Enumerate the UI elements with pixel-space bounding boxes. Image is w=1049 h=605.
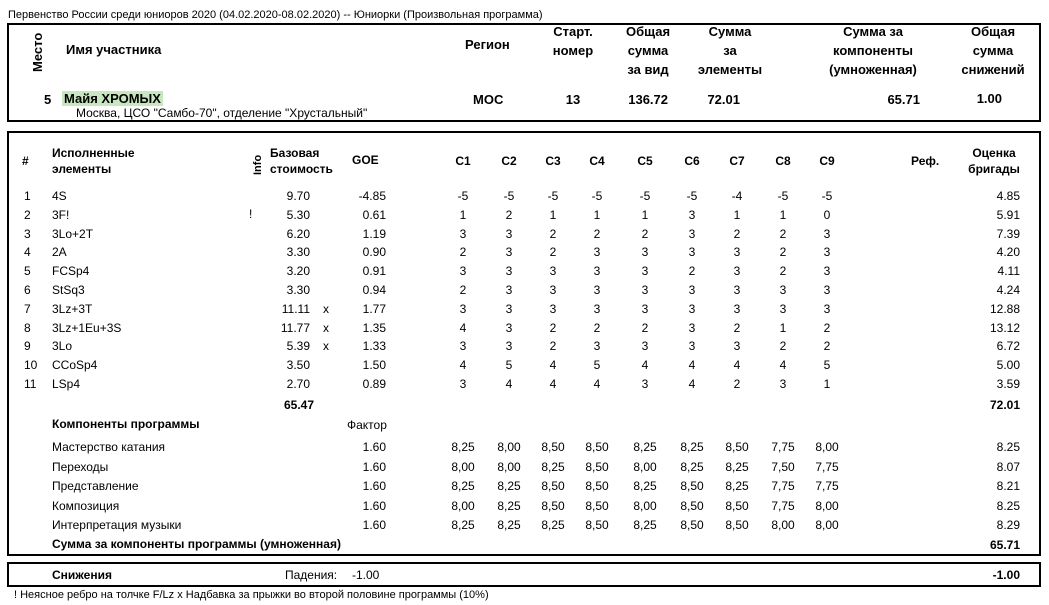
judge-mark: 0 bbox=[823, 208, 831, 222]
component-factor: 1.60 bbox=[362, 499, 386, 513]
judge-mark: 3 bbox=[733, 339, 741, 353]
element-panel-score: 5.00 bbox=[996, 358, 1020, 372]
elements-sum-header: Сумма за элементы bbox=[697, 24, 763, 77]
element-goe: -4.85 bbox=[358, 189, 386, 203]
judge-mark: 2 bbox=[459, 245, 467, 259]
judge-mark: 3 bbox=[505, 227, 513, 241]
judge-mark: 3 bbox=[641, 283, 649, 297]
judge-mark: -5 bbox=[591, 189, 603, 203]
judge-mark: 8,25 bbox=[633, 440, 657, 454]
skater-deductions: 1.00 bbox=[976, 91, 1002, 106]
judge-mark: 8,25 bbox=[497, 499, 521, 513]
deductions-total: -1.00 bbox=[992, 568, 1020, 582]
element-base-value: 3.20 bbox=[286, 264, 310, 278]
judge-mark: 8,25 bbox=[633, 518, 657, 532]
judge-mark: 2 bbox=[779, 339, 787, 353]
judge-mark: 7,75 bbox=[815, 460, 839, 474]
judge-mark: 5 bbox=[823, 358, 831, 372]
judge-mark: 7,75 bbox=[771, 479, 795, 493]
element-number: 9 bbox=[24, 339, 31, 353]
element-goe: 1.77 bbox=[362, 302, 386, 316]
judge-mark: 3 bbox=[823, 283, 831, 297]
judge-mark: 8,50 bbox=[541, 499, 565, 513]
component-factor: 1.60 bbox=[362, 479, 386, 493]
judge-mark: 3 bbox=[593, 245, 601, 259]
skater-start-number: 13 bbox=[565, 92, 581, 107]
judge-mark: 3 bbox=[505, 264, 513, 278]
judge-mark: 3 bbox=[593, 264, 601, 278]
judge-header-c7: C7 bbox=[729, 154, 745, 168]
total-score-header: Общая сумма за вид bbox=[625, 24, 671, 77]
element-base-value: 3.30 bbox=[286, 245, 310, 259]
start-number-header: Старт. номер bbox=[552, 24, 594, 58]
element-goe: 1.35 bbox=[362, 321, 386, 335]
element-name: StSq3 bbox=[52, 283, 85, 297]
component-panel-score: 8.07 bbox=[996, 460, 1020, 474]
judge-mark: 3 bbox=[823, 245, 831, 259]
judge-mark: 7,75 bbox=[771, 440, 795, 454]
element-number: 8 bbox=[24, 321, 31, 335]
footnote: ! Неясное ребро на толчке F/Lz x Надбавка за прыжки во второй половине программы (10%) bbox=[14, 589, 489, 601]
judge-mark: 3 bbox=[593, 339, 601, 353]
judge-mark: 3 bbox=[459, 377, 467, 391]
element-name: 3Lo+2T bbox=[52, 227, 94, 241]
judge-mark: 3 bbox=[823, 264, 831, 278]
judge-mark: 2 bbox=[688, 264, 696, 278]
judge-mark: 8,00 bbox=[633, 460, 657, 474]
judge-mark: 8,50 bbox=[585, 460, 609, 474]
name-header: Имя участника bbox=[66, 42, 162, 57]
judge-mark: 8,25 bbox=[497, 518, 521, 532]
judge-mark: 2 bbox=[779, 264, 787, 278]
judge-mark: 3 bbox=[505, 302, 513, 316]
judge-mark: 3 bbox=[549, 264, 557, 278]
judge-mark: 8,50 bbox=[541, 440, 565, 454]
judge-mark: 8,50 bbox=[680, 479, 704, 493]
judge-mark: 2 bbox=[641, 227, 649, 241]
judge-header-c4: C4 bbox=[589, 154, 605, 168]
component-factor: 1.60 bbox=[362, 518, 386, 532]
judge-mark: 2 bbox=[823, 321, 831, 335]
judge-mark: 8,25 bbox=[541, 518, 565, 532]
judge-mark: 3 bbox=[505, 283, 513, 297]
element-number: 3 bbox=[24, 227, 31, 241]
element-number: 6 bbox=[24, 283, 31, 297]
component-factor: 1.60 bbox=[362, 460, 386, 474]
judge-mark: 3 bbox=[459, 264, 467, 278]
base-value-total: 65.47 bbox=[283, 398, 314, 412]
judge-mark: 8,50 bbox=[725, 499, 749, 513]
element-goe: 1.33 bbox=[362, 339, 386, 353]
judge-mark: 2 bbox=[549, 227, 557, 241]
elements-score-total: 72.01 bbox=[989, 398, 1020, 412]
judge-mark: -5 bbox=[686, 189, 698, 203]
judge-mark: 8,25 bbox=[497, 479, 521, 493]
judge-mark: 3 bbox=[505, 321, 513, 335]
judge-mark: 8,25 bbox=[680, 460, 704, 474]
judge-mark: 8,50 bbox=[725, 440, 749, 454]
judge-mark: 2 bbox=[823, 339, 831, 353]
element-base-value: 9.70 bbox=[286, 189, 310, 203]
element-name: 3Lo bbox=[52, 339, 73, 353]
judge-mark: 3 bbox=[459, 302, 467, 316]
place-header: Место bbox=[30, 32, 45, 72]
skater-club: Москва, ЦСО "Самбо-70", отделение "Хрустальный" bbox=[76, 106, 368, 120]
judge-mark: 5 bbox=[593, 358, 601, 372]
judge-mark: 3 bbox=[779, 302, 787, 316]
judge-mark: 2 bbox=[641, 321, 649, 335]
element-panel-score: 5.91 bbox=[996, 208, 1020, 222]
judge-mark: 4 bbox=[641, 358, 649, 372]
judge-mark: 8,50 bbox=[585, 499, 609, 513]
skater-elements-score: 72.01 bbox=[707, 92, 740, 107]
component-name: Мастерство катания bbox=[52, 440, 166, 454]
element-goe: 0.61 bbox=[362, 208, 386, 222]
bonus-marker: x bbox=[323, 339, 329, 353]
element-panel-score: 4.20 bbox=[996, 245, 1020, 259]
component-panel-score: 8.25 bbox=[996, 499, 1020, 513]
judge-mark: 3 bbox=[823, 227, 831, 241]
judge-mark: 4 bbox=[779, 358, 787, 372]
judge-mark: -5 bbox=[821, 189, 833, 203]
judge-mark: 7,50 bbox=[771, 460, 795, 474]
components-total-label: Сумма за компоненты программы (умноженная) bbox=[52, 537, 341, 551]
bonus-marker: x bbox=[323, 321, 329, 335]
executed-elements-header: Исполненные элементы bbox=[52, 146, 135, 176]
judge-mark: 8,00 bbox=[497, 440, 521, 454]
skater-total-score: 136.72 bbox=[628, 92, 668, 107]
judge-mark: 3 bbox=[593, 283, 601, 297]
judge-mark: -4 bbox=[731, 189, 743, 203]
element-panel-score: 12.88 bbox=[989, 302, 1020, 316]
judge-mark: 3 bbox=[641, 339, 649, 353]
judge-mark: 1 bbox=[779, 208, 787, 222]
judge-mark: 3 bbox=[733, 245, 741, 259]
element-goe: 1.50 bbox=[362, 358, 386, 372]
judge-mark: 3 bbox=[688, 321, 696, 335]
element-panel-score: 6.72 bbox=[996, 339, 1020, 353]
judge-mark: 1 bbox=[779, 321, 787, 335]
judge-mark: 3 bbox=[733, 302, 741, 316]
judge-mark: 2 bbox=[779, 245, 787, 259]
judge-mark: -5 bbox=[457, 189, 469, 203]
components-sum-header: Сумма за компоненты (умноженная) bbox=[829, 24, 917, 77]
judge-mark: 3 bbox=[688, 283, 696, 297]
element-base-value: 2.70 bbox=[286, 377, 310, 391]
judge-mark: 1 bbox=[593, 208, 601, 222]
judge-mark: 3 bbox=[688, 302, 696, 316]
judge-mark: 4 bbox=[688, 358, 696, 372]
judge-mark: 8,50 bbox=[680, 499, 704, 513]
judge-mark: 8,25 bbox=[725, 479, 749, 493]
judge-mark: 8,50 bbox=[680, 518, 704, 532]
element-info: ! bbox=[249, 207, 253, 221]
judge-mark: 1 bbox=[733, 208, 741, 222]
element-goe: 0.89 bbox=[362, 377, 386, 391]
judge-mark: 8,25 bbox=[633, 479, 657, 493]
skater-name: Майя ХРОМЫХ bbox=[64, 91, 161, 106]
element-number: 4 bbox=[24, 245, 31, 259]
panel-score-header: Оценка бригады bbox=[968, 146, 1020, 176]
element-name: 3F! bbox=[52, 208, 70, 222]
judge-mark: 2 bbox=[593, 227, 601, 241]
judge-mark: -5 bbox=[639, 189, 651, 203]
judge-mark: 4 bbox=[733, 358, 741, 372]
element-number: 5 bbox=[24, 264, 31, 278]
protocol-title: Первенство России среди юниоров 2020 (04.02.2020-08.02.2020) -- Юниорки (Произвольная программа) bbox=[8, 9, 543, 21]
component-name: Интерпретация музыки bbox=[52, 518, 182, 532]
judge-mark: 1 bbox=[459, 208, 467, 222]
element-number: 10 bbox=[24, 358, 38, 372]
element-panel-score: 3.59 bbox=[996, 377, 1020, 391]
judge-mark: -5 bbox=[503, 189, 515, 203]
element-number: 1 bbox=[24, 189, 31, 203]
judge-mark: 8,25 bbox=[451, 479, 475, 493]
element-base-value: 5.30 bbox=[286, 208, 310, 222]
element-base-value: 5.39 bbox=[286, 339, 310, 353]
judge-header-c2: C2 bbox=[501, 154, 517, 168]
falls-value: -1.00 bbox=[352, 568, 380, 582]
skater-region: МОС bbox=[473, 92, 504, 107]
judge-mark: 3 bbox=[688, 208, 696, 222]
judge-mark: 3 bbox=[505, 339, 513, 353]
judge-mark: 3 bbox=[459, 227, 467, 241]
element-panel-score: 4.24 bbox=[996, 283, 1020, 297]
judge-mark: 8,50 bbox=[585, 518, 609, 532]
region-header: Регион bbox=[465, 37, 510, 52]
judge-mark: 8,00 bbox=[771, 518, 795, 532]
judge-mark: 1 bbox=[641, 208, 649, 222]
judge-mark: 2 bbox=[549, 245, 557, 259]
judge-mark: 8,25 bbox=[725, 460, 749, 474]
judge-mark: 5 bbox=[505, 358, 513, 372]
element-base-value: 6.20 bbox=[286, 227, 310, 241]
judge-mark: 3 bbox=[823, 302, 831, 316]
judge-mark: 2 bbox=[733, 377, 741, 391]
element-panel-score: 7.39 bbox=[996, 227, 1020, 241]
component-name: Композиция bbox=[52, 499, 120, 513]
judge-mark: 8,50 bbox=[585, 479, 609, 493]
judge-mark: 2 bbox=[505, 208, 513, 222]
judge-mark: 3 bbox=[733, 264, 741, 278]
judge-mark: 8,25 bbox=[451, 518, 475, 532]
judge-mark: -5 bbox=[777, 189, 789, 203]
element-base-value: 11.11 bbox=[281, 302, 310, 316]
judge-mark: 4 bbox=[688, 377, 696, 391]
judge-mark: 3 bbox=[549, 302, 557, 316]
element-base-value: 3.50 bbox=[286, 358, 310, 372]
components-header: Компоненты программы bbox=[52, 417, 200, 431]
judge-header-c8: C8 bbox=[775, 154, 791, 168]
element-name: CCoSp4 bbox=[52, 358, 98, 372]
components-total-value: 65.71 bbox=[989, 538, 1020, 552]
judge-mark: 3 bbox=[641, 264, 649, 278]
judge-mark: 8,25 bbox=[451, 440, 475, 454]
judge-mark: 3 bbox=[688, 245, 696, 259]
component-panel-score: 8.21 bbox=[996, 479, 1020, 493]
judge-mark: 8,50 bbox=[585, 440, 609, 454]
component-panel-score: 8.29 bbox=[996, 518, 1020, 532]
judge-mark: 8,00 bbox=[497, 460, 521, 474]
judge-mark: 2 bbox=[549, 321, 557, 335]
judge-mark: 4 bbox=[593, 377, 601, 391]
element-base-value: 3.30 bbox=[286, 283, 310, 297]
element-name: 3Lz+1Eu+3S bbox=[52, 321, 122, 335]
judge-header-c6: C6 bbox=[684, 154, 700, 168]
component-name: Представление bbox=[52, 479, 139, 493]
judge-mark: 8,00 bbox=[451, 460, 475, 474]
element-panel-score: 13.12 bbox=[989, 321, 1020, 335]
base-value-header: Базовая стоимость bbox=[270, 146, 333, 176]
judge-mark: 3 bbox=[505, 245, 513, 259]
judge-header-c1: C1 bbox=[455, 154, 471, 168]
judge-mark: 2 bbox=[459, 283, 467, 297]
judge-mark: 3 bbox=[641, 377, 649, 391]
judge-mark: 8,00 bbox=[633, 499, 657, 513]
element-number-header: # bbox=[22, 154, 29, 168]
info-header: Info bbox=[252, 154, 264, 175]
judge-mark: 3 bbox=[459, 339, 467, 353]
judge-mark: 3 bbox=[779, 283, 787, 297]
judge-mark: 4 bbox=[549, 377, 557, 391]
component-panel-score: 8.25 bbox=[996, 440, 1020, 454]
judge-mark: 8,00 bbox=[815, 440, 839, 454]
referee-header: Реф. bbox=[911, 154, 940, 168]
bonus-marker: x bbox=[323, 302, 329, 316]
judge-mark: 7,75 bbox=[815, 479, 839, 493]
judge-header-c9: C9 bbox=[819, 154, 835, 168]
judge-mark: 8,00 bbox=[815, 518, 839, 532]
judge-mark: 4 bbox=[505, 377, 513, 391]
judge-mark: 3 bbox=[733, 283, 741, 297]
falls-label: Падения: bbox=[285, 568, 338, 582]
judge-mark: 8,50 bbox=[725, 518, 749, 532]
element-goe: 0.90 bbox=[362, 245, 386, 259]
judge-mark: 8,25 bbox=[541, 460, 565, 474]
judge-mark: 8,25 bbox=[680, 440, 704, 454]
judge-mark: 2 bbox=[733, 227, 741, 241]
skater-components-score: 65.71 bbox=[887, 92, 920, 107]
element-name: 3Lz+3T bbox=[52, 302, 93, 316]
deductions-sum-header: Общая сумма снижений bbox=[961, 24, 1025, 77]
element-goe: 0.94 bbox=[362, 283, 386, 297]
judge-header-c5: C5 bbox=[637, 154, 653, 168]
judge-mark: 3 bbox=[688, 227, 696, 241]
component-factor: 1.60 bbox=[362, 440, 386, 454]
judge-mark: 8,00 bbox=[815, 499, 839, 513]
judge-mark: 4 bbox=[459, 321, 467, 335]
judge-mark: 2 bbox=[733, 321, 741, 335]
judge-mark: 1 bbox=[823, 377, 831, 391]
judge-mark: 3 bbox=[549, 283, 557, 297]
element-panel-score: 4.11 bbox=[997, 264, 1020, 278]
element-name: 2A bbox=[52, 245, 67, 259]
deductions-box bbox=[7, 562, 1041, 587]
judge-mark: 3 bbox=[779, 377, 787, 391]
goe-header: GOE bbox=[352, 153, 379, 167]
element-goe: 1.19 bbox=[362, 227, 386, 241]
judge-mark: 3 bbox=[641, 302, 649, 316]
skater-place: 5 bbox=[44, 92, 52, 107]
element-name: 4S bbox=[52, 189, 67, 203]
judge-mark: 1 bbox=[549, 208, 557, 222]
element-panel-score: 4.85 bbox=[996, 189, 1020, 203]
judge-mark: -5 bbox=[547, 189, 559, 203]
judge-mark: 4 bbox=[549, 358, 557, 372]
element-number: 11 bbox=[24, 377, 37, 391]
element-number: 7 bbox=[24, 302, 31, 316]
component-name: Переходы bbox=[52, 460, 109, 474]
judge-header-c3: C3 bbox=[545, 154, 561, 168]
element-goe: 0.91 bbox=[362, 264, 386, 278]
judge-mark: 2 bbox=[593, 321, 601, 335]
judge-mark: 2 bbox=[779, 227, 787, 241]
deductions-label: Снижения bbox=[52, 568, 112, 582]
element-number: 2 bbox=[24, 208, 31, 222]
judge-mark: 3 bbox=[688, 339, 696, 353]
judge-mark: 7,75 bbox=[771, 499, 795, 513]
judge-mark: 4 bbox=[459, 358, 467, 372]
judge-mark: 3 bbox=[593, 302, 601, 316]
factor-header: Фактор bbox=[347, 418, 387, 432]
judge-mark: 2 bbox=[549, 339, 557, 353]
judge-mark: 8,50 bbox=[541, 479, 565, 493]
element-name: LSp4 bbox=[52, 377, 81, 391]
element-base-value: 11.77 bbox=[280, 321, 310, 335]
judge-mark: 8,00 bbox=[451, 499, 475, 513]
element-name: FCSp4 bbox=[52, 264, 90, 278]
judge-mark: 3 bbox=[641, 245, 649, 259]
